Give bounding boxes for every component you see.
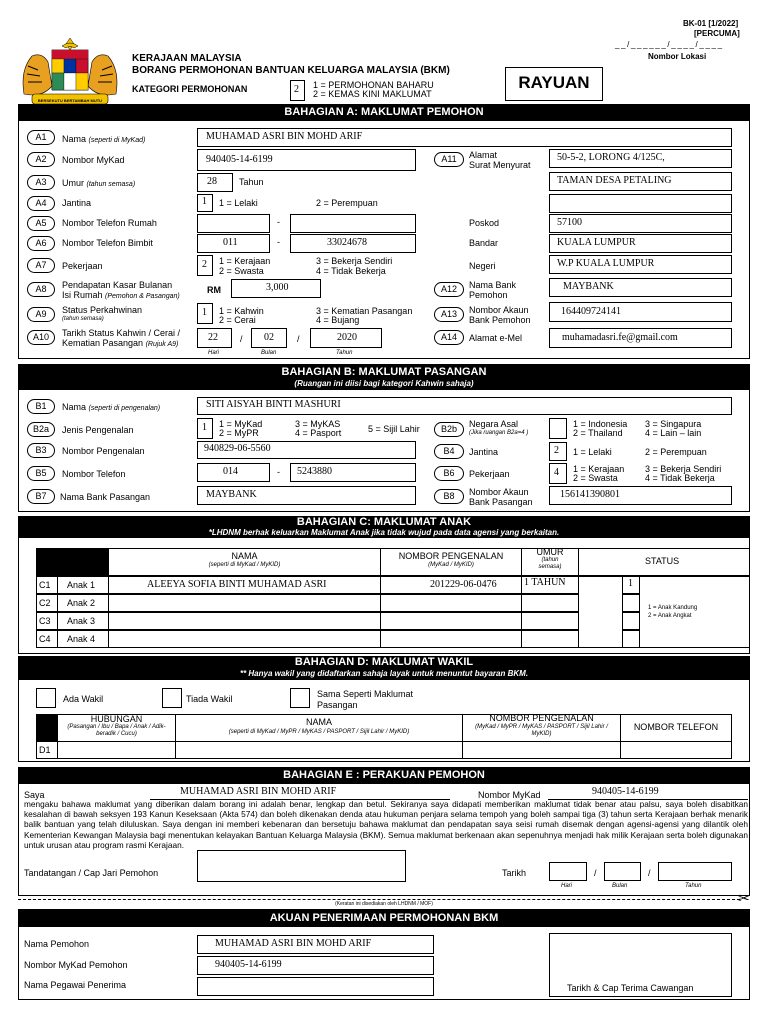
applicant-gender-value: 1 (202, 196, 207, 207)
id-type-value: 1 (202, 422, 207, 433)
income-currency: RM (207, 285, 221, 295)
code-a13: A13 (434, 307, 464, 322)
code-b1: B1 (27, 399, 55, 414)
country-field[interactable] (549, 418, 567, 439)
income-value: 3,000 (266, 282, 289, 293)
code-a7: A7 (27, 258, 55, 273)
label-b1-text: Nama (62, 402, 87, 412)
label-a12-line2: Pemohon (469, 290, 508, 300)
row-3-code: C3 (39, 616, 51, 626)
code-b2a: B2a (27, 422, 55, 437)
hint-b1: (seperti di pengenalan) (88, 405, 161, 412)
row-2-id-field[interactable] (380, 594, 522, 612)
col-child-age: UMUR (536, 547, 564, 557)
ada-wakil-checkbox[interactable] (36, 688, 56, 708)
row-4-id-field[interactable] (380, 630, 522, 648)
label-a1-text: Nama (62, 134, 87, 144)
spouse-occupation-option-4: 4 = Tidak Bekerja (645, 473, 715, 483)
spouse-gender-option-2: 2 = Perempuan (645, 447, 707, 457)
spouse-occupation-value: 4 (554, 467, 559, 478)
spouse-name-value: SITI AISYAH BINTI MASHURI (206, 399, 341, 410)
occupation-option-2: 2 = Swasta (219, 266, 264, 276)
ada-wakil-label: Ada Wakil (63, 694, 104, 704)
id-type-option-2: 2 = MyPR (219, 428, 259, 438)
postcode-value: 57100 (557, 217, 582, 228)
declaration-name: MUHAMAD ASRI BIN MOHD ARIF (180, 786, 337, 797)
sama-label-line2: Pasangan (317, 700, 358, 710)
code-b2b: B2b (434, 422, 464, 437)
code-a4: A4 (27, 196, 55, 211)
state-value: W.P KUALA LUMPUR (557, 258, 655, 269)
bank-name-value: MAYBANK (563, 281, 614, 292)
occupation-option-3: 3 = Bekerja Sendiri (316, 256, 393, 266)
spouse-phone-dash: - (277, 467, 280, 477)
section-d-title: BAHAGIAN D: MAKLUMAT WAKIL (294, 656, 474, 668)
label-a3 (62, 178, 135, 188)
col-child-name-hint: (seperti di MyKad / MyKID) (208, 562, 281, 568)
col-child-name: NAMA (231, 551, 258, 561)
code-b6: B6 (434, 466, 464, 481)
spouse-occupation-option-3: 3 = Bekerja Sendiri (645, 464, 722, 474)
code-a12: A12 (434, 282, 464, 297)
label-b2b: Negara Asal (469, 419, 519, 429)
children-header-fill (36, 548, 108, 576)
hint-a9: (tahun semasa) (62, 316, 104, 322)
occupation-option-1: 1 = Kerajaan (219, 256, 271, 266)
col-child-status: STATUS (645, 556, 680, 566)
applicant-age-value: 28 (207, 176, 217, 187)
label-a9: Status Perkahwinan (62, 305, 143, 315)
sign-slash-1: / (594, 868, 597, 878)
crest-motto: BERSEKUTU BERTAMBAH MUTU (37, 98, 103, 103)
label-a11: Alamat (469, 150, 498, 160)
cut-line (18, 899, 740, 900)
address-line3-field[interactable] (549, 194, 732, 213)
appeal-stamp-text: RAYUAN (518, 73, 590, 92)
code-a1: A1 (27, 130, 55, 145)
receipt-name-label: Nama Pemohon (24, 939, 90, 949)
hint-a10: (Rujuk A9) (145, 341, 179, 348)
col-child-age-hint: (tahun semasa) (538, 557, 562, 570)
mobile-number-value: 33024678 (327, 237, 367, 248)
label-a11-line2: Surat Menyurat (469, 160, 531, 170)
gender-option-2: 2 = Perempuan (316, 198, 378, 208)
applicant-mykad-value: 940405-14-6199 (206, 154, 273, 165)
section-b-title: BAHAGIAN B: MAKLUMAT PASANGAN (281, 366, 487, 378)
spouse-gender-option-1: 1 = Lelaki (573, 447, 612, 457)
spouse-occupation-option-1: 1 = Kerajaan (573, 464, 625, 474)
rep-name-field[interactable] (175, 741, 463, 759)
label-a8-line2 (62, 290, 180, 300)
label-b4: Jantina (469, 447, 499, 457)
status-option-2: 2 = Anak Angkat (648, 613, 692, 619)
id-type-option-5: 5 = Sijil Lahir (368, 424, 420, 434)
col-rep-name-hint: (seperti di MyKad / MyPR / MyKAS / PASPORT / Sijil Lahir / MyKID) (228, 729, 410, 735)
label-a3-text: Umur (62, 178, 84, 188)
row-3-id-field[interactable] (380, 612, 522, 630)
code-b4: B4 (434, 444, 464, 459)
signature-label: Tandatangan / Cap Jari Pemohon (24, 868, 159, 878)
label-a6: Nombor Telefon Bimbit (62, 238, 153, 248)
category-label: KATEGORI PERMOHONAN (132, 84, 248, 94)
code-a10: A10 (27, 330, 55, 345)
applicant-name-value: MUHAMAD ASRI BIN MOHD ARIF (206, 131, 363, 142)
label-a10: Tarikh Status Kahwin / Cerai / (62, 328, 181, 338)
country-option-1: 1 = Indonesia (573, 419, 628, 429)
col-rep-name: NAMA (305, 717, 332, 727)
hint-a1: (seperti di MyKad) (88, 137, 146, 144)
section-b-subtitle: (Ruangan ini diisi bagi kategori Kahwin sahaja) (294, 379, 474, 388)
sign-year-field[interactable] (658, 862, 732, 881)
row-1-status: 1 (628, 578, 633, 589)
id-type-option-4: 4 = Pasport (295, 428, 342, 438)
code-a5: A5 (27, 216, 55, 231)
label-b5: Nombor Telefon (62, 469, 126, 479)
address-line1-value: 50-5-2, LORONG 4/125C, (557, 152, 665, 163)
email-value: muhamadasri.fe@gmail.com (562, 332, 678, 343)
label-city: Bandar (469, 238, 499, 248)
id-type-option-3: 3 = MyKAS (295, 419, 341, 429)
label-b3: Nombor Pengenalan (62, 446, 145, 456)
marital-option-3: 3 = Kematian Pasangan (316, 306, 413, 316)
status-day-value: 22 (208, 332, 218, 343)
spouse-occupation-option-2: 2 = Swasta (573, 473, 618, 483)
sign-year-caption: Tahun (685, 883, 702, 889)
country-option-3: 3 = Singapura (645, 419, 702, 429)
section-c-title: BAHAGIAN C: MAKLUMAT ANAK (296, 516, 472, 528)
declaration-saya: Saya (24, 790, 45, 800)
code-b3: B3 (27, 443, 55, 458)
label-a10-text2: Kematian Pasangan (62, 338, 144, 348)
hint-a3: (tahun semasa) (86, 181, 136, 188)
label-a5: Nombor Telefon Rumah (62, 218, 157, 228)
row-3-age-field[interactable] (521, 612, 579, 630)
row-4-code: C4 (39, 634, 51, 644)
sign-day-field[interactable] (549, 862, 587, 881)
status-year-value: 2020 (337, 332, 357, 343)
col-rep-phone: NOMBOR TELEFON (633, 722, 719, 732)
row-2-age-field[interactable] (521, 594, 579, 612)
receipt-officer-label: Nama Pegawai Penerima (24, 980, 127, 990)
receipt-mykad-value: 940405-14-6199 (215, 959, 282, 970)
code-b5: B5 (27, 466, 55, 481)
form-code: BK-01 [1/2022] (683, 19, 739, 28)
code-a14: A14 (434, 330, 464, 345)
label-b2a: Jenis Pengenalan (62, 425, 134, 435)
declaration-text: mengaku bahawa maklumat yang diberikan dalam borang ini adalah benar, lengkap dan betul. Sekiranya saya didapati memberikan maklumat tidak benar atau palsu, saya boleh disabitkan kesalahan di bawah seksyen 193 Kanun Keseksaan (Akta 574) dan boleh dikenakan denda atau hukuman penjara selama tempoh yang boleh sampai tiga (3) tahun serta Kerajaan berhak menarik balik bantuan yang telah diluluskan. Saya dengan ini memberi kebenaran dan bersetuju bahawa maklumat dan pendapatan saya seisi rumah disemak dengan agensi-agensi yang dilantik oleh Kementerian Kewangan Malaysia bagi menentukan kelayakan Bantuan Keluarga Malaysia (BKM). Semua maklumat berkenaan akan sepenuhnya menjadi hak milik Kerajaan serta boleh digunakan untuk urusan atau program rasmi Kerajaan. (24, 799, 748, 850)
col-child-id-hint: (MyKad / MyKID) (428, 562, 474, 568)
spouse-phone-number-value: 5243880 (297, 466, 332, 477)
sama-checkbox[interactable] (290, 688, 310, 708)
row-4-age-field[interactable] (521, 630, 579, 648)
form-title: BORANG PERMOHONAN BANTUAN KELUARGA MALAYSIA (BKM) (132, 65, 450, 76)
code-a11: A11 (434, 152, 464, 167)
tiada-wakil-label: Tiada Wakil (186, 694, 233, 704)
row-2-name-field[interactable] (108, 594, 381, 612)
code-a9: A9 (27, 307, 55, 322)
label-a10-line2 (62, 338, 178, 348)
sign-month-caption: Bulan (612, 883, 628, 889)
spouse-phone-prefix-value: 014 (223, 466, 238, 477)
code-a3: A3 (27, 175, 55, 190)
receipt-title: AKUAN PENERIMAAN PERMOHONAN BKM (18, 909, 750, 927)
category-option-2: 2 = KEMAS KINI MAKLUMAT (313, 89, 432, 99)
label-b6: Pekerjaan (469, 469, 510, 479)
branch-stamp-label: Tarikh & Cap Terima Cawangan (567, 983, 694, 993)
row-1-label: Anak 1 (67, 580, 96, 590)
label-a12: Nama Bank (469, 280, 517, 290)
code-a2: A2 (27, 152, 55, 167)
col-rel-hint: (Pasangan / Ibu / Bapa / Anak / Adik-beradik / Cucu) (67, 724, 166, 737)
row-3-label: Anak 3 (67, 616, 96, 626)
spouse-account-value: 156141390801 (560, 489, 620, 500)
code-a6: A6 (27, 236, 55, 251)
mobile-prefix-value: 011 (223, 237, 238, 248)
date-slash-2: / (297, 334, 300, 344)
location-code-field[interactable]: _ _ / _ _ _ _ _ _ / _ _ _ _ / _ _ _ _ (615, 40, 722, 49)
spouse-id-value: 940829-06-5560 (204, 443, 271, 454)
rep-row-code: D1 (39, 745, 51, 755)
gender-option-1: 1 = Lelaki (219, 198, 258, 208)
label-a8: Pendapatan Kasar Bulanan (62, 280, 173, 290)
receipt-mykad-label: Nombor MyKad Pemohon (24, 960, 128, 970)
status-option-1: 1 = Anak Kandung (648, 605, 698, 611)
code-b8: B8 (434, 489, 464, 504)
row-3-name-field[interactable] (108, 612, 381, 630)
label-a1 (62, 134, 145, 144)
sign-day-caption: Hari (561, 883, 573, 889)
section-c-title-bar (18, 516, 750, 538)
rep-header-fill (36, 714, 58, 742)
signature-field[interactable] (197, 850, 406, 882)
city-value: KUALA LUMPUR (557, 237, 636, 248)
col-rep-id: NOMBOR PENGENALAN (489, 713, 594, 723)
label-postcode: Poskod (469, 218, 500, 228)
year-caption: Tahun (336, 350, 353, 356)
form-note: [PERCUMA] (694, 29, 740, 38)
receipt-name-value: MUHAMAD ASRI BIN MOHD ARIF (215, 938, 372, 949)
category-value: 2 (294, 84, 299, 95)
declaration-mykad-label: Nombor MyKad (478, 790, 541, 800)
month-caption: Bulan (261, 350, 277, 356)
label-b8-line2: Bank Pasangan (469, 497, 533, 507)
label-a2: Nombor MyKad (62, 155, 125, 165)
col-rep-id-hint: (MyKad / MyPR / MyKAS / PASPORT / Sijil Lahir / MyKID) (475, 724, 608, 737)
row-1-id: 201229-06-0476 (430, 579, 497, 590)
label-a14: Alamat e-Mel (469, 333, 523, 343)
label-a13: Nombor Akaun (469, 305, 529, 315)
hint-a8: (Pemohon & Pasangan) (105, 293, 180, 300)
signature-date-label: Tarikh (502, 868, 527, 878)
category-option-1: 1 = PERMOHONAN BAHARU (313, 80, 434, 90)
receipt-officer-field[interactable] (197, 977, 434, 996)
code-b7: B7 (27, 489, 55, 504)
declaration-mykad: 940405-14-6199 (592, 786, 659, 797)
row-2-label: Anak 2 (67, 598, 96, 608)
row-4-name-field[interactable] (108, 630, 381, 648)
section-d-title-bar (18, 656, 750, 680)
id-type-option-1: 1 = MyKad (219, 419, 263, 429)
tiada-wakil-checkbox[interactable] (162, 688, 182, 708)
sign-slash-2: / (648, 868, 651, 878)
date-slash-1: / (240, 334, 243, 344)
marital-option-1: 1 = Kahwin (219, 306, 264, 316)
row-1-name: ALEEYA SOFIA BINTI MUHAMAD ASRI (147, 579, 327, 590)
section-a-title: BAHAGIAN A: MAKLUMAT PEMOHON (18, 104, 750, 121)
country-option-4: 4 = Lain – lain (645, 428, 702, 438)
home-phone-prefix-field[interactable] (197, 214, 270, 233)
occupation-option-4: 4 = Tidak Bekerja (316, 266, 386, 276)
label-state: Negeri (469, 261, 496, 271)
home-phone-dash: - (277, 217, 280, 227)
sama-label: Sama Seperti Maklumat (317, 689, 414, 699)
bank-account-value: 164409724141 (561, 306, 621, 317)
code-a8: A8 (27, 282, 55, 297)
section-d-subtitle: ** Hanya wakil yang didaftarkan sahaja layak untuk menuntut bayaran BKM. (239, 669, 529, 678)
rep-id-field[interactable] (462, 741, 621, 759)
cut-note: (Keratan ini disediakan oleh LHDNM / MOF) (335, 901, 433, 907)
sign-month-field[interactable] (604, 862, 641, 881)
label-a13-line2: Bank Pemohon (469, 315, 531, 325)
status-month-value: 02 (264, 332, 274, 343)
col-rel: HUBUNGAN (90, 714, 143, 724)
day-caption: Hari (208, 350, 220, 356)
section-b-title-bar (18, 364, 750, 390)
marital-option-2: 2 = Cerai (219, 315, 256, 325)
label-a7: Pekerjaan (62, 261, 103, 271)
row-4-label: Anak 4 (67, 634, 96, 644)
row-1-age: 1 TAHUN (524, 577, 566, 588)
hint-b2b: (Jika ruangan B2a=4 ) (469, 430, 529, 436)
col-child-id: NOMBOR PENGENALAN (398, 551, 504, 561)
label-b1 (62, 402, 160, 412)
rep-rel-field[interactable] (57, 741, 176, 759)
row-2-code: C2 (39, 598, 51, 608)
section-c-subtitle: *LHDNM berhak keluarkan Maklumat Anak jika tidak wujud pada data agensi yang berkaitan. (208, 528, 560, 537)
row-1-code: C1 (39, 580, 51, 590)
age-unit: Tahun (239, 177, 264, 187)
spouse-bank-value: MAYBANK (206, 489, 257, 500)
gov-title: KERAJAAN MALAYSIA (132, 53, 242, 64)
occupation-value: 2 (202, 259, 207, 270)
label-a8-text2: Isi Rumah (62, 290, 103, 300)
scissors-icon: ✂ (738, 890, 750, 906)
label-a4: Jantina (62, 198, 92, 208)
address-line2-value: TAMAN DESA PETALING (557, 175, 672, 186)
location-label: Nombor Lokasi (648, 52, 707, 61)
label-b7: Nama Bank Pasangan (60, 492, 151, 502)
spouse-gender-value: 2 (554, 445, 559, 456)
label-b8: Nombor Akaun (469, 487, 529, 497)
section-e-title: BAHAGIAN E : PERAKUAN PEMOHON (18, 767, 750, 784)
marital-status-value: 1 (202, 307, 207, 318)
home-phone-number-field[interactable] (290, 214, 416, 233)
marital-option-4: 4 = Bujang (316, 315, 360, 325)
country-option-2: 2 = Thailand (573, 428, 623, 438)
rep-phone-field[interactable] (620, 741, 732, 759)
mobile-dash: - (277, 237, 280, 247)
